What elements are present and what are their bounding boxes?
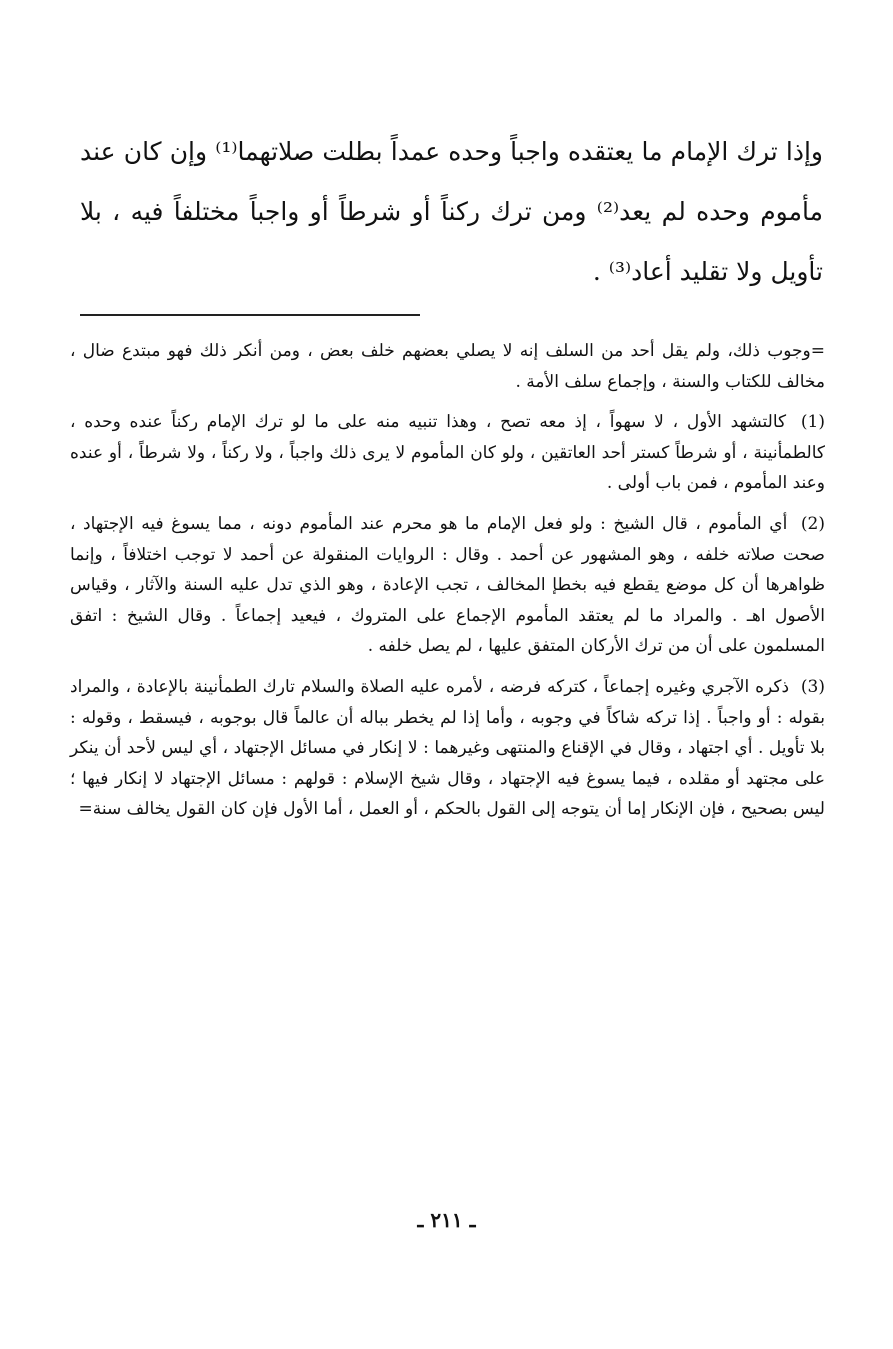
- footnote-text: =وجوب ذلك، ولم يقل أحد من السلف إنه لا يصلي بعضهم خلف بعض ، ومن أنكر ذلك فهو مبتدع ضال ، مخالف للكتاب والسنة ، وإجماع سلف الأمة .: [70, 341, 825, 392]
- footnote-text: ذكره الآجري وغيره إجماعاً ، كتركه فرضه ، لأمره عليه الصلاة والسلام تارك الطمأنينة بالإعادة ، والمراد بقوله : أو واجباً . إذا تركه شاكاً في وجوبه ، وأما إذا لم يخطر بباله أن عالماً قال بوجوبه ، فيسقط ، وقوله : بلا تأويل . أي اجتهاد ، وقال في الإقناع والمنتهى وغيرهما : لا إنكار في مسائل الإجتهاد ، أي ليس لأحد أن ينكر على مجتهد أو مقلده ، فيما يسوغ فيه الإجتهاد ، وقال شيخ الإسلام : قولهم : مسائل الإجتهاد لا إنكار فيها ؛ ليس بصحيح ، فإن الإنكار إما أن يتوجه إلى القول بالحكم ، أو العمل ، أما الأول فإن كان القول يخالف سنة=: [70, 676, 825, 820]
- footnote-2: [70, 509, 825, 662]
- footnote-separator-line: [80, 314, 420, 316]
- footnotes-section: [70, 336, 825, 835]
- footnote-continued: [70, 336, 825, 397]
- footnote-3: [70, 672, 825, 825]
- main-text-block: [80, 122, 823, 302]
- footnote-text: كالتشهد الأول ، لا سهواً ، إذ معه تصح ، وهذا تنبيه منه على ما لو ترك الإمام ركناً عنده وحده ، كالطمأنينة ، أو شرطاً كستر أحد العاتقين ، ولو كان المأموم لا يرى ذلك واجباً ، ولا ركناً ، ولا شرطاً ، أو عنده وعند المأموم ، فمن باب أولى .: [70, 412, 825, 494]
- main-text-paragraph: وإذا ترك الإمام ما يعتقده واجباً وحده عمداً بطلت صلاتهما⁽¹⁾ وإن كان عند مأموم وحده لم يعد⁽²⁾ ومن ترك ركناً أو شرطاً أو واجباً مختلفاً فيه ، بلا تأويل ولا تقليد أعاد⁽³⁾ .: [80, 137, 823, 286]
- footnote-1: [70, 407, 825, 499]
- footnote-marker: (2): [800, 513, 825, 534]
- page-number: ـ ٢١١ ـ: [417, 1208, 476, 1232]
- footnote-text: أي المأموم ، قال الشيخ : ولو فعل الإمام ما هو محرم عند المأموم دونه ، مما يسوغ فيه الإجتهاد ، صحت صلاته خلفه ، وهو المشهور عن أحمد . وقال : الروايات المنقولة عن أحمد لا توجب اختلافاً ، وإنما ظواهرها أن كل موضع يقطع فيه بخطإ المخالف ، تجب الإعادة ، وهو الذي تدل عليه السنة والآثار ، وقياس الأصول اهـ . والمراد ما لم يعتقد المأموم الإجماع على المتروك ، فيعيد إجماعاً . وقال الشيخ : اتفق المسلمون على أن من ترك الأركان المتفق عليها ، لم يصل خلفه .: [70, 513, 825, 657]
- footnote-marker: (3): [800, 676, 825, 697]
- footnote-marker: (1): [800, 412, 825, 433]
